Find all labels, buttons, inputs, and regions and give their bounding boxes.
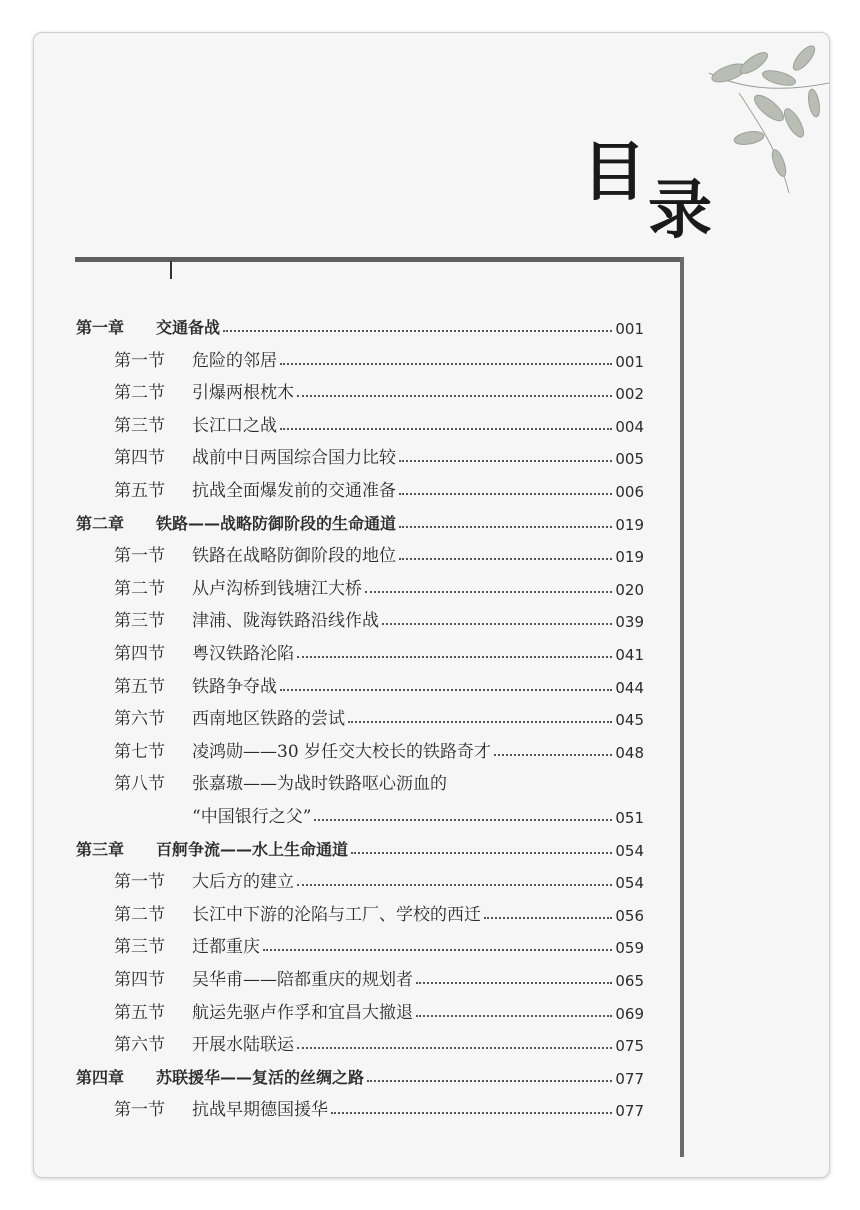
entry-title: 危险的邻居 bbox=[192, 350, 277, 371]
toc-section-row[interactable] bbox=[114, 732, 644, 762]
entry-title: 张嘉璈——为战时铁路呕心沥血的 bbox=[192, 774, 447, 795]
dot-leader bbox=[297, 395, 612, 397]
entry-title: 从卢沟桥到钱塘江大桥 bbox=[192, 578, 362, 599]
toc-section-row[interactable] bbox=[114, 764, 644, 794]
page-number: 001 bbox=[615, 320, 644, 338]
entry-title: 百舸争流——水上生命通道 bbox=[156, 839, 349, 859]
section-label: 第三节 bbox=[114, 937, 165, 958]
page-number: 020 bbox=[615, 580, 644, 599]
entry-title: 航运先驱卢作孚和宜昌大撤退 bbox=[192, 1002, 413, 1023]
entry-title: 开展水陆联运 bbox=[192, 1035, 294, 1056]
page-number: 039 bbox=[615, 613, 644, 632]
toc-chapter-row[interactable] bbox=[76, 1058, 644, 1088]
dot-leader bbox=[280, 363, 612, 365]
toc-section-row[interactable] bbox=[114, 373, 644, 403]
toc-chapter-row[interactable] bbox=[76, 504, 644, 534]
entry-title: 铁路争夺战 bbox=[192, 676, 277, 697]
dot-leader bbox=[399, 526, 612, 528]
dot-leader bbox=[416, 1015, 612, 1017]
page-number: 006 bbox=[615, 483, 644, 501]
entry-title: 长江口之战 bbox=[192, 415, 277, 436]
section-label: 第四节 bbox=[114, 970, 165, 990]
dot-leader bbox=[297, 656, 612, 658]
page-number: 044 bbox=[615, 678, 644, 697]
chapter-label: 第三章 bbox=[76, 839, 125, 859]
entry-title: 铁路在战略防御阶段的地位 bbox=[192, 546, 396, 567]
page-number: 019 bbox=[615, 548, 644, 567]
entry-title: 迁都重庆 bbox=[192, 937, 260, 958]
entry-title: 抗战全面爆发前的交通准备 bbox=[192, 481, 396, 501]
page-number: 077 bbox=[615, 1069, 644, 1088]
section-label: 第四节 bbox=[114, 448, 165, 469]
entry-title: 吴华甫——陪都重庆的规划者 bbox=[192, 970, 413, 990]
page-number: 054 bbox=[615, 874, 644, 893]
toc-section-row[interactable] bbox=[114, 862, 644, 892]
entry-title: 抗战早期德国援华 bbox=[192, 1100, 328, 1121]
page-number: 041 bbox=[615, 646, 644, 664]
toc-section-row[interactable] bbox=[114, 927, 644, 957]
entry-title: 战前中日两国综合国力比较 bbox=[192, 448, 396, 469]
section-label: 第六节 bbox=[114, 709, 165, 730]
section-label: 第一节 bbox=[114, 350, 165, 371]
dot-leader bbox=[416, 982, 612, 984]
entry-title: 大后方的建立 bbox=[192, 872, 294, 893]
toc-section-row[interactable] bbox=[114, 797, 644, 827]
toc-section-row[interactable] bbox=[114, 699, 644, 729]
page-number: 019 bbox=[615, 515, 644, 534]
section-label: 第五节 bbox=[114, 1002, 165, 1023]
toc-section-row[interactable] bbox=[114, 895, 644, 925]
section-label: 第二节 bbox=[114, 904, 165, 925]
page-number: 004 bbox=[615, 417, 644, 436]
entry-title: 粤汉铁路沦陷 bbox=[192, 644, 294, 664]
page-number: 051 bbox=[615, 809, 644, 827]
dot-leader bbox=[399, 460, 612, 462]
chapter-label: 第一章 bbox=[76, 318, 125, 337]
title-char-2: 录 bbox=[648, 174, 712, 248]
section-label: 第三节 bbox=[114, 611, 165, 632]
entry-title: 交通备战 bbox=[156, 318, 221, 337]
toc-section-row[interactable] bbox=[114, 536, 644, 566]
section-label: 第四节 bbox=[114, 644, 165, 664]
page-number: 045 bbox=[615, 711, 644, 730]
toc-section-row[interactable] bbox=[114, 601, 644, 631]
dot-leader bbox=[331, 1112, 612, 1114]
section-label: 第八节 bbox=[114, 774, 165, 795]
section-label: 第二节 bbox=[114, 578, 165, 599]
title-char-1: 目 bbox=[582, 136, 646, 210]
dot-leader bbox=[351, 852, 612, 854]
section-label: 第六节 bbox=[114, 1035, 165, 1056]
dot-leader bbox=[263, 949, 612, 951]
section-label: 第五节 bbox=[114, 676, 165, 697]
section-label: 第一节 bbox=[114, 872, 165, 893]
dot-leader bbox=[314, 819, 612, 821]
dot-leader bbox=[297, 1047, 612, 1049]
chapter-label: 第二章 bbox=[76, 513, 125, 533]
table-of-contents bbox=[34, 33, 829, 1177]
section-label: 第七节 bbox=[114, 741, 165, 762]
page-number: 075 bbox=[615, 1037, 644, 1056]
toc-section-row[interactable] bbox=[114, 341, 644, 371]
dot-leader bbox=[367, 1080, 612, 1082]
page-number: 005 bbox=[615, 450, 644, 469]
toc-section-row[interactable] bbox=[114, 993, 644, 1023]
dot-leader bbox=[365, 591, 612, 593]
page-number: 069 bbox=[615, 1004, 644, 1023]
entry-title: 引爆两根枕木 bbox=[192, 383, 294, 404]
dot-leader bbox=[484, 917, 612, 919]
toc-chapter-row[interactable] bbox=[76, 830, 644, 860]
dot-leader bbox=[399, 558, 612, 560]
section-label: 第三节 bbox=[114, 415, 165, 436]
page-number: 065 bbox=[615, 972, 644, 990]
section-label: 第五节 bbox=[114, 481, 165, 501]
dot-leader bbox=[297, 884, 612, 886]
toc-section-row[interactable] bbox=[114, 438, 644, 468]
page-number: 077 bbox=[615, 1102, 644, 1121]
entry-title: 苏联援华——复活的丝绸之路 bbox=[156, 1067, 365, 1087]
page-number: 056 bbox=[615, 906, 644, 925]
page-number: 054 bbox=[615, 841, 644, 860]
toc-section-row[interactable] bbox=[114, 667, 644, 697]
book-page bbox=[33, 32, 830, 1178]
dot-leader bbox=[382, 623, 612, 625]
toc-section-row[interactable] bbox=[114, 569, 644, 599]
dot-leader bbox=[494, 754, 612, 756]
toc-section-row[interactable] bbox=[114, 1025, 644, 1055]
chapter-label: 第四章 bbox=[76, 1067, 125, 1087]
page-number: 002 bbox=[615, 385, 644, 404]
toc-section-row[interactable] bbox=[114, 471, 644, 501]
page-number: 001 bbox=[615, 352, 644, 371]
toc-section-row[interactable] bbox=[114, 634, 644, 664]
entry-title: 津浦、陇海铁路沿线作战 bbox=[192, 611, 379, 632]
section-label: 第二节 bbox=[114, 383, 165, 404]
toc-chapter-row[interactable] bbox=[76, 308, 644, 338]
toc-section-row[interactable] bbox=[114, 1090, 644, 1120]
section-label: 第一节 bbox=[114, 1100, 165, 1121]
entry-title: 凌鸿勋——30 岁任交大校长的铁路奇才 bbox=[192, 741, 492, 762]
dot-leader bbox=[399, 493, 612, 495]
section-label: 第一节 bbox=[114, 546, 165, 567]
entry-title: 长江中下游的沦陷与工厂、学校的西迁 bbox=[192, 904, 481, 925]
entry-title: 西南地区铁路的尝试 bbox=[192, 709, 345, 730]
toc-section-row[interactable] bbox=[114, 960, 644, 990]
dot-leader bbox=[348, 721, 612, 723]
entry-title: 铁路——战略防御阶段的生命通道 bbox=[156, 513, 397, 533]
dot-leader bbox=[280, 689, 612, 691]
page-number: 059 bbox=[615, 939, 644, 958]
page-number: 048 bbox=[615, 743, 644, 762]
entry-title: “中国银行之父” bbox=[192, 807, 312, 827]
toc-section-row[interactable] bbox=[114, 406, 644, 436]
dot-leader bbox=[223, 330, 612, 332]
dot-leader bbox=[280, 428, 612, 430]
